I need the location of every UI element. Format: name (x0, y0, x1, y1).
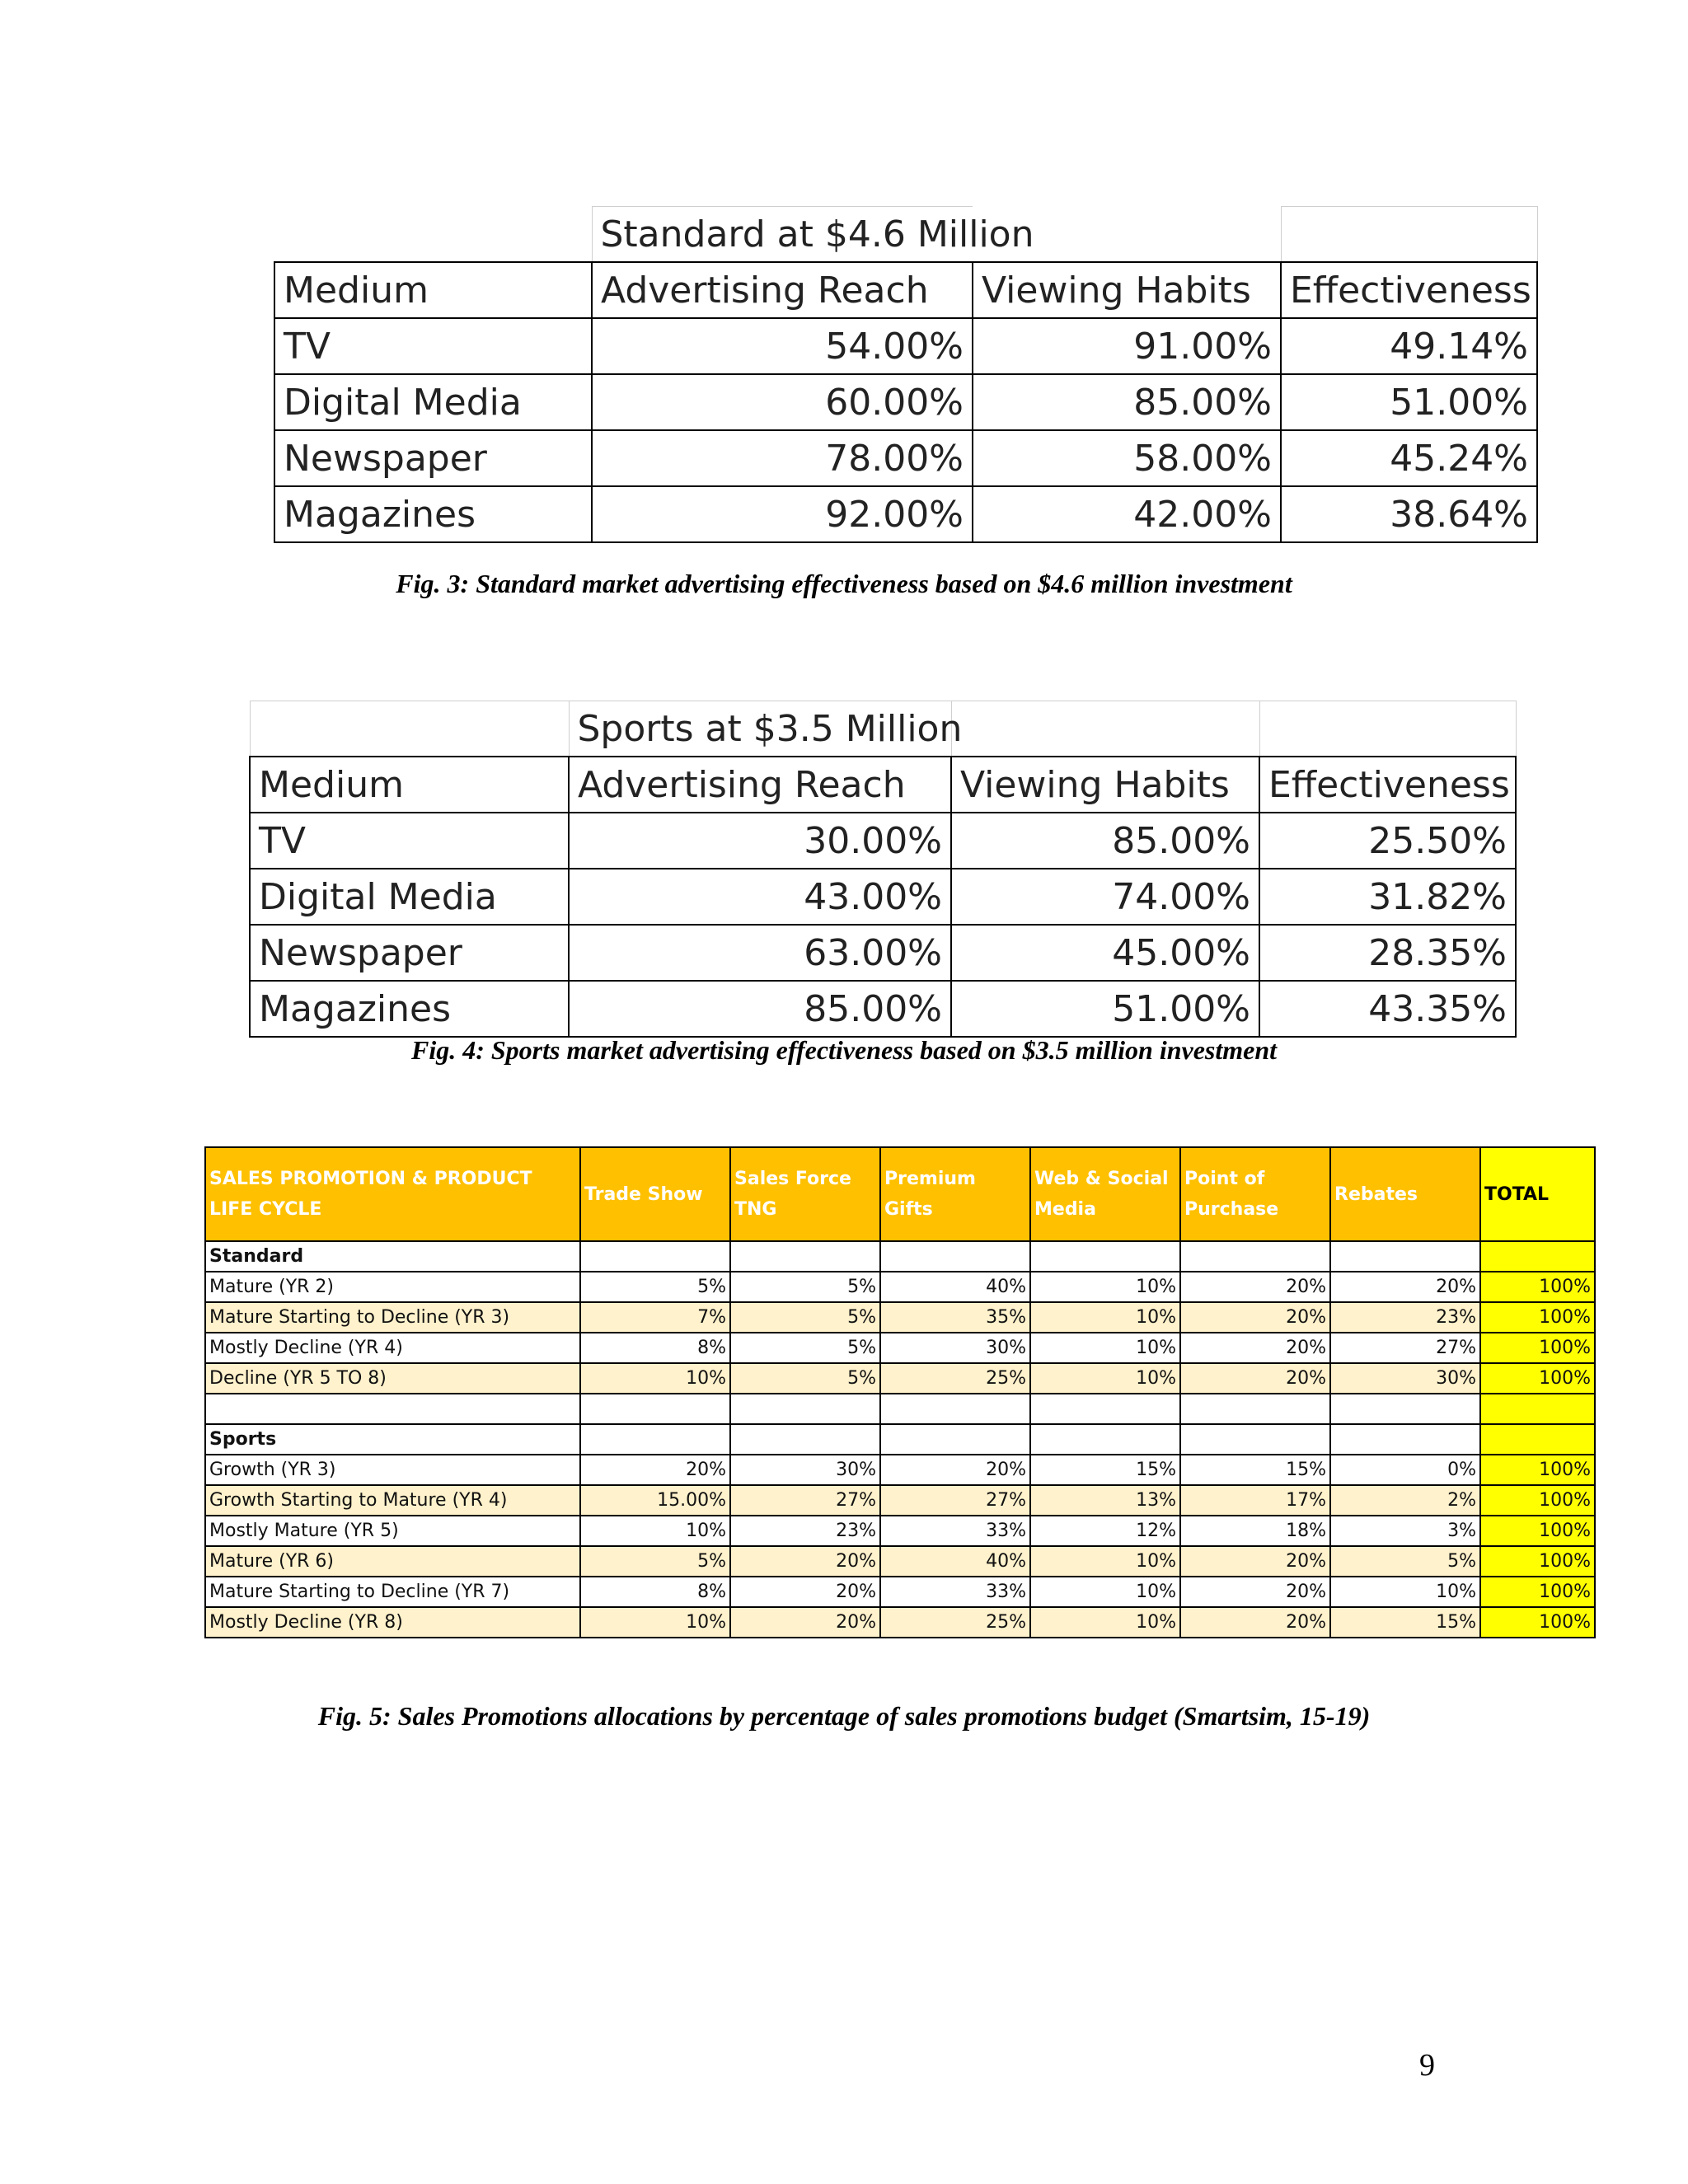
spacer-row (205, 1394, 1595, 1424)
medium-cell: Digital Media (274, 374, 592, 430)
column-header: Advertising Reach (592, 262, 973, 318)
column-header: Effectiveness (1281, 262, 1537, 318)
column-header: Effectiveness (1259, 757, 1516, 813)
effectiveness-cell: 38.64% (1281, 486, 1537, 542)
viewing-cell: 85.00% (951, 813, 1259, 869)
value-cell: 5% (1330, 1546, 1480, 1577)
total-cell: 100% (1480, 1607, 1595, 1638)
stage-cell: Mature (YR 6) (205, 1546, 580, 1577)
value-cell: 20% (1180, 1363, 1330, 1394)
stage-cell: Mature Starting to Decline (YR 7) (205, 1577, 580, 1607)
value-cell: 5% (730, 1333, 880, 1363)
value-cell: 20% (1330, 1272, 1480, 1302)
column-header: SALES PROMOTION & PRODUCT LIFE CYCLE (205, 1147, 580, 1241)
table-group-header-row (274, 207, 1537, 263)
table-row (205, 1455, 1595, 1485)
value-cell: 27% (1330, 1333, 1480, 1363)
value-cell: 30% (880, 1333, 1030, 1363)
value-cell: 27% (730, 1485, 880, 1516)
table-row (205, 1485, 1595, 1516)
total-cell: 100% (1480, 1302, 1595, 1333)
value-cell: 20% (1180, 1333, 1330, 1363)
value-cell: 10% (1030, 1577, 1180, 1607)
total-cell: 100% (1480, 1485, 1595, 1516)
value-cell: 13% (1030, 1485, 1180, 1516)
medium-cell: Newspaper (250, 925, 569, 981)
value-cell: 15% (1180, 1455, 1330, 1485)
value-cell: 40% (880, 1272, 1030, 1302)
medium-cell: TV (274, 318, 592, 374)
figure-caption: Fig. 3: Standard market advertising effectiveness based on $4.6 million investment (396, 569, 1292, 598)
value-cell: 17% (1180, 1485, 1330, 1516)
table-group-header-row (250, 701, 1516, 757)
reach-cell: 85.00% (569, 981, 951, 1037)
medium-cell: Magazines (274, 486, 592, 542)
value-cell: 23% (730, 1516, 880, 1546)
reach-cell: 54.00% (592, 318, 973, 374)
table-header-row (274, 262, 1537, 318)
value-cell: 8% (580, 1577, 730, 1607)
value-cell: 5% (730, 1302, 880, 1333)
standard-effectiveness-table (274, 206, 1538, 543)
value-cell: 35% (880, 1302, 1030, 1333)
value-cell: 15.00% (580, 1485, 730, 1516)
section-label: Sports (205, 1424, 580, 1455)
stage-cell: Mostly Mature (YR 5) (205, 1516, 580, 1546)
stage-cell: Growth Starting to Mature (YR 4) (205, 1485, 580, 1516)
value-cell: 10% (580, 1363, 730, 1394)
value-cell: 20% (730, 1607, 880, 1638)
medium-cell: Magazines (250, 981, 569, 1037)
table-row (205, 1577, 1595, 1607)
column-header: Premium Gifts (880, 1147, 1030, 1241)
table-row (250, 925, 1516, 981)
column-header: Rebates (1330, 1147, 1480, 1241)
table-row (205, 1546, 1595, 1577)
column-header: Web & Social Media (1030, 1147, 1180, 1241)
effectiveness-cell: 43.35% (1259, 981, 1516, 1037)
group-header: Standard at $4.6 Million (592, 207, 973, 263)
value-cell: 10% (580, 1516, 730, 1546)
viewing-cell: 74.00% (951, 869, 1259, 925)
column-header: Medium (274, 262, 592, 318)
column-header: Medium (250, 757, 569, 813)
reach-cell: 43.00% (569, 869, 951, 925)
effectiveness-cell: 25.50% (1259, 813, 1516, 869)
table-row (205, 1302, 1595, 1333)
value-cell: 30% (730, 1455, 880, 1485)
value-cell: 5% (580, 1546, 730, 1577)
value-cell: 10% (1030, 1302, 1180, 1333)
column-header: Point of Purchase (1180, 1147, 1330, 1241)
table-row (205, 1607, 1595, 1638)
value-cell: 33% (880, 1577, 1030, 1607)
total-cell: 100% (1480, 1272, 1595, 1302)
stage-cell: Mature (YR 2) (205, 1272, 580, 1302)
reach-cell: 78.00% (592, 430, 973, 486)
column-header: Sales Force TNG (730, 1147, 880, 1241)
value-cell: 20% (1180, 1546, 1330, 1577)
value-cell: 20% (1180, 1607, 1330, 1638)
table-row (274, 486, 1537, 542)
reach-cell: 60.00% (592, 374, 973, 430)
section-header-row (205, 1424, 1595, 1455)
value-cell: 20% (880, 1455, 1030, 1485)
reach-cell: 30.00% (569, 813, 951, 869)
value-cell: 30% (1330, 1363, 1480, 1394)
value-cell: 10% (1030, 1272, 1180, 1302)
sales-promotion-allocation-table (204, 1146, 1596, 1638)
table-header-row (205, 1147, 1595, 1241)
value-cell: 20% (1180, 1272, 1330, 1302)
stage-cell: Mostly Decline (YR 4) (205, 1333, 580, 1363)
value-cell: 7% (580, 1302, 730, 1333)
table-row (274, 374, 1537, 430)
value-cell: 12% (1030, 1516, 1180, 1546)
value-cell: 20% (730, 1577, 880, 1607)
value-cell: 33% (880, 1516, 1030, 1546)
effectiveness-cell: 49.14% (1281, 318, 1537, 374)
table-row (274, 430, 1537, 486)
value-cell: 0% (1330, 1455, 1480, 1485)
section-header-row (205, 1241, 1595, 1272)
value-cell: 5% (730, 1272, 880, 1302)
medium-cell: TV (250, 813, 569, 869)
total-cell: 100% (1480, 1516, 1595, 1546)
value-cell: 20% (580, 1455, 730, 1485)
column-header: Advertising Reach (569, 757, 951, 813)
value-cell: 20% (1180, 1302, 1330, 1333)
medium-cell: Digital Media (250, 869, 569, 925)
column-header: Viewing Habits (951, 757, 1259, 813)
total-cell: 100% (1480, 1577, 1595, 1607)
effectiveness-cell: 31.82% (1259, 869, 1516, 925)
viewing-cell: 58.00% (973, 430, 1281, 486)
value-cell: 8% (580, 1333, 730, 1363)
viewing-cell: 42.00% (973, 486, 1281, 542)
value-cell: 5% (730, 1363, 880, 1394)
column-header: Viewing Habits (973, 262, 1281, 318)
table-row (205, 1363, 1595, 1394)
value-cell: 25% (880, 1363, 1030, 1394)
value-cell: 5% (580, 1272, 730, 1302)
value-cell: 10% (1030, 1607, 1180, 1638)
value-cell: 20% (730, 1546, 880, 1577)
value-cell: 15% (1330, 1607, 1480, 1638)
table-row (205, 1516, 1595, 1546)
value-cell: 27% (880, 1485, 1030, 1516)
table-row (250, 869, 1516, 925)
value-cell: 10% (1030, 1546, 1180, 1577)
value-cell: 2% (1330, 1485, 1480, 1516)
value-cell: 10% (1030, 1333, 1180, 1363)
viewing-cell: 51.00% (951, 981, 1259, 1037)
viewing-cell: 45.00% (951, 925, 1259, 981)
total-cell: 100% (1480, 1363, 1595, 1394)
stage-cell: Mature Starting to Decline (YR 3) (205, 1302, 580, 1333)
effectiveness-cell: 28.35% (1259, 925, 1516, 981)
reach-cell: 92.00% (592, 486, 973, 542)
column-header: Trade Show (580, 1147, 730, 1241)
section-label: Standard (205, 1241, 580, 1272)
table-header-row (250, 757, 1516, 813)
table-row (250, 813, 1516, 869)
total-cell: 100% (1480, 1333, 1595, 1363)
table-row (205, 1333, 1595, 1363)
value-cell: 10% (1330, 1577, 1480, 1607)
table-row (250, 981, 1516, 1037)
viewing-cell: 85.00% (973, 374, 1281, 430)
effectiveness-cell: 51.00% (1281, 374, 1537, 430)
total-cell: 100% (1480, 1455, 1595, 1485)
stage-cell: Decline (YR 5 TO 8) (205, 1363, 580, 1394)
total-cell: 100% (1480, 1546, 1595, 1577)
value-cell: 3% (1330, 1516, 1480, 1546)
value-cell: 10% (580, 1607, 730, 1638)
stage-cell: Growth (YR 3) (205, 1455, 580, 1485)
value-cell: 23% (1330, 1302, 1480, 1333)
column-header: TOTAL (1480, 1147, 1595, 1241)
value-cell: 40% (880, 1546, 1030, 1577)
effectiveness-cell: 45.24% (1281, 430, 1537, 486)
value-cell: 15% (1030, 1455, 1180, 1485)
value-cell: 25% (880, 1607, 1030, 1638)
table-row (274, 318, 1537, 374)
value-cell: 18% (1180, 1516, 1330, 1546)
reach-cell: 63.00% (569, 925, 951, 981)
sports-effectiveness-table (249, 701, 1517, 1038)
value-cell: 10% (1030, 1363, 1180, 1394)
page-number: 9 (1419, 2048, 1435, 2083)
value-cell: 20% (1180, 1577, 1330, 1607)
medium-cell: Newspaper (274, 430, 592, 486)
stage-cell: Mostly Decline (YR 8) (205, 1607, 580, 1638)
figure-caption: Fig. 5: Sales Promotions allocations by percentage of sales promotions budget (Smartsim, 15-19) (317, 1701, 1371, 1731)
figure-caption: Fig. 4: Sports market advertising effectiveness based on $3.5 million investment (410, 1035, 1278, 1065)
viewing-cell: 91.00% (973, 318, 1281, 374)
table-row (205, 1272, 1595, 1302)
group-header: Sports at $3.5 Million (569, 701, 951, 757)
